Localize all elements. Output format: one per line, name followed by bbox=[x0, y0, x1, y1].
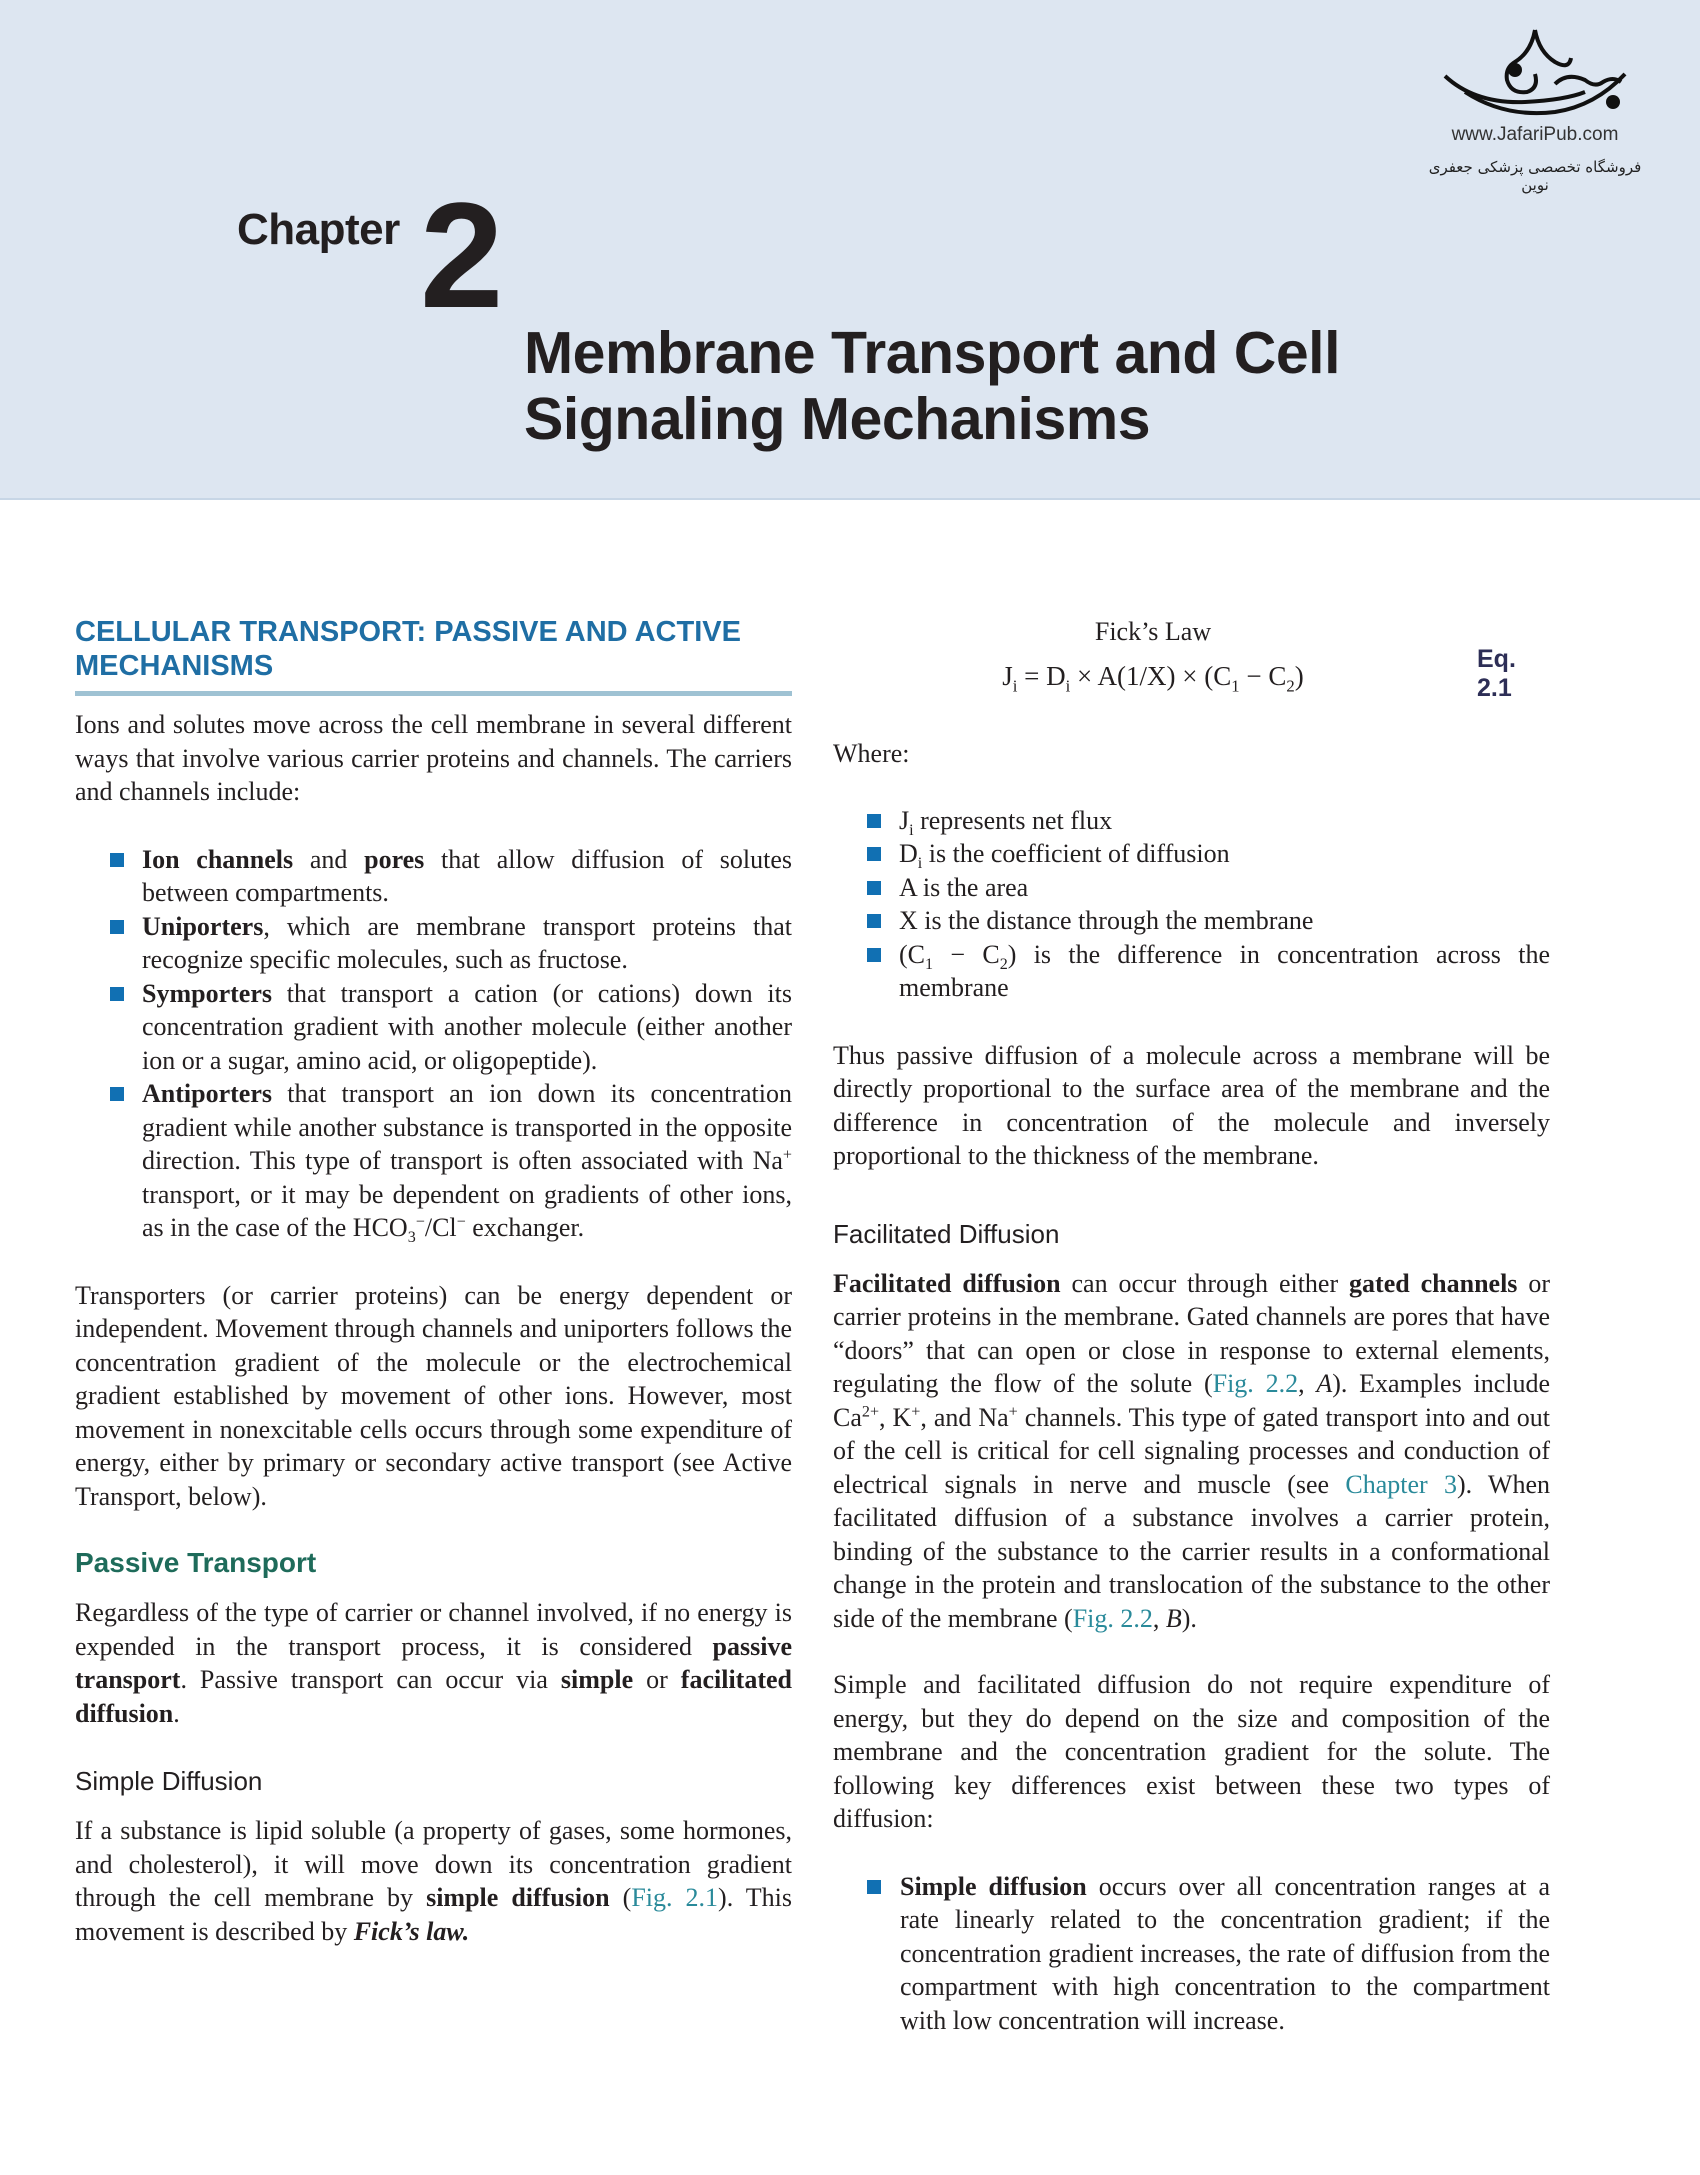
text: , bbox=[1152, 1603, 1166, 1633]
symbol: D bbox=[1046, 661, 1066, 691]
logo-url-text: www.JafariPub.com bbox=[1451, 124, 1619, 145]
subscript: i bbox=[1012, 676, 1018, 696]
term-ficks-law: Fick’s law. bbox=[353, 1916, 470, 1946]
differences-list bbox=[833, 1870, 1550, 2038]
equation-label: Eq. 2.1 bbox=[1477, 645, 1516, 702]
panel-letter: B bbox=[1165, 1603, 1182, 1633]
definitions-list bbox=[833, 804, 1550, 1005]
text: ). bbox=[1181, 1603, 1197, 1633]
chapter-3-link[interactable]: Chapter 3 bbox=[1345, 1469, 1457, 1499]
superscript: + bbox=[911, 1402, 921, 1420]
text: and bbox=[293, 844, 365, 874]
text: , bbox=[1298, 1369, 1317, 1398]
text: can occur through either bbox=[1060, 1268, 1350, 1298]
text: X is the distance through the membrane bbox=[899, 906, 1314, 935]
subscript: 1 bbox=[925, 955, 934, 973]
text: Regardless of the type of carrier or channel involved, if no energy is expended in the transport process, it is considered bbox=[75, 1598, 792, 1661]
symbol: − C bbox=[1239, 661, 1287, 691]
term-ion-channels: Ion channels bbox=[142, 844, 294, 874]
thus-paragraph: Thus passive diffusion of a molecule across a membrane will be directly proportional to the surface area of the membrane and the difference in concentration of the molecule and inversely proportional to the thickness of the membrane. bbox=[833, 1040, 1550, 1170]
text: that transport a cation (or cations) down its concentration gradient with another molecule (either another ion or a sugar, amino acid, or oligopeptide). bbox=[142, 978, 792, 1075]
text: represents net flux bbox=[913, 805, 1113, 835]
text: ) is the difference in concentration across the membrane bbox=[899, 939, 1550, 1002]
publisher-logo bbox=[1420, 22, 1650, 194]
symbol: = bbox=[1017, 661, 1047, 691]
term-simple-diffusion: Simple diffusion bbox=[900, 1871, 1087, 1901]
figure-link-2-2b[interactable]: Fig. 2.2 bbox=[1072, 1603, 1153, 1633]
superscript: − bbox=[456, 1213, 466, 1231]
text: , and Na bbox=[920, 1402, 1009, 1432]
subscript: 3 bbox=[407, 1229, 416, 1247]
subscript: 2 bbox=[999, 955, 1008, 973]
term-antiporters: Antiporters bbox=[142, 1079, 272, 1108]
term-pores: pores bbox=[364, 844, 425, 874]
text: exchanger. bbox=[465, 1213, 585, 1242]
chapter-title-line2: Signaling Mechanisms bbox=[524, 386, 1151, 452]
text: , K bbox=[879, 1402, 912, 1432]
equation-formula bbox=[833, 661, 1473, 696]
square-bullet-icon bbox=[110, 1087, 124, 1101]
term-simple: simple bbox=[560, 1665, 634, 1694]
term-facilitated-diffusion: Facilitated diffusion bbox=[833, 1268, 1061, 1298]
square-bullet-icon bbox=[867, 948, 881, 962]
equation-title: Fick’s Law bbox=[1094, 617, 1212, 646]
text: . Passive transport can occur via bbox=[180, 1665, 561, 1694]
symbol: ) bbox=[1294, 661, 1304, 691]
facilitated-diffusion-heading: Facilitated Diffusion bbox=[833, 1218, 1060, 1249]
text: If a substance is lipid soluble (a property of gases, some hormones, and cholesterol), it will move down its concentration gradient through the cell membrane by bbox=[75, 1816, 792, 1912]
subscript: i bbox=[909, 821, 914, 839]
list-item bbox=[833, 837, 1550, 871]
term-symporters: Symporters bbox=[142, 978, 272, 1008]
passive-transport-paragraph bbox=[75, 1596, 792, 1730]
square-bullet-icon bbox=[867, 881, 881, 895]
superscript: + bbox=[782, 1146, 792, 1164]
text: channels. This type of gated transport into and out of the cell is critical for cell signaling processes and conduction of electrical signals in nerve and muscle (see bbox=[833, 1402, 1551, 1499]
text: ). This movement is described by bbox=[75, 1883, 792, 1946]
term-gated-channels: gated channels bbox=[1349, 1268, 1518, 1298]
figure-link-2-2a[interactable]: Fig. 2.2 bbox=[1212, 1369, 1299, 1398]
text: that transport an ion down its concentration gradient while another substance is transported in the opposite direction. This type of transport is often associated with Na bbox=[142, 1079, 792, 1175]
symbol: J bbox=[1002, 661, 1013, 691]
left-column bbox=[75, 615, 792, 1948]
facilitated-diffusion-paragraph bbox=[833, 1267, 1550, 1636]
logo-persian-text: فروشگاه تخصصی پزشکی جعفری نوین bbox=[1428, 158, 1642, 194]
list-item bbox=[75, 1077, 792, 1245]
figure-link-2-1[interactable]: Fig. 2.1 bbox=[631, 1883, 719, 1912]
list-item bbox=[833, 904, 1550, 938]
subscript: 2 bbox=[1286, 676, 1295, 696]
square-bullet-icon bbox=[867, 814, 881, 828]
chapter-title bbox=[524, 320, 1524, 452]
subscript: 1 bbox=[1231, 676, 1240, 696]
term-passive-transport: passive transport bbox=[75, 1631, 792, 1694]
text: or bbox=[633, 1665, 681, 1694]
ficks-law-equation bbox=[833, 617, 1550, 717]
square-bullet-icon bbox=[867, 1880, 881, 1894]
passive-transport-heading: Passive Transport bbox=[75, 1547, 317, 1578]
text: /Cl bbox=[424, 1213, 457, 1242]
chapter-header-band bbox=[0, 0, 1700, 500]
carriers-list bbox=[75, 843, 792, 1245]
symbol: (C bbox=[899, 939, 925, 969]
text: ( bbox=[609, 1883, 632, 1912]
text: occurs over all concentration ranges at a rate linearly related to the concentration gradient; if the concentration gradient increases, the rate of diffusion from the compartment with high concentration to the compartment with low concentration will increase. bbox=[900, 1871, 1550, 2035]
term-simple-diffusion: simple diffusion bbox=[426, 1883, 610, 1912]
text: transport, or it may be dependent on gradients of other ions, as in the case of the HCO bbox=[142, 1179, 792, 1242]
list-item bbox=[75, 843, 792, 910]
text: that allow diffusion of solutes between compartments. bbox=[142, 844, 792, 907]
chapter-title-line1: Membrane Transport and Cell bbox=[524, 320, 1340, 386]
section-heading: CELLULAR TRANSPORT: PASSIVE AND ACTIVE MECHANISMS bbox=[75, 615, 792, 696]
square-bullet-icon bbox=[110, 853, 124, 867]
superscript: − bbox=[415, 1213, 425, 1231]
list-item bbox=[75, 977, 792, 1078]
symbol: × A(1/X) × (C bbox=[1070, 661, 1232, 691]
list-item bbox=[833, 804, 1550, 838]
simple-diffusion-heading: Simple Diffusion bbox=[75, 1766, 263, 1796]
square-bullet-icon bbox=[867, 914, 881, 928]
differences-paragraph: Simple and facilitated diffusion do not require expenditure of energy, but they do depend on the size and composition of the membrane and the concentration gradient for the solute. The following key differences exist between these two types of diffusion: bbox=[833, 1670, 1550, 1833]
text: , which are membrane transport proteins that recognize specific molecules, such as fructose. bbox=[142, 911, 792, 974]
chapter-label: Chapter bbox=[237, 205, 400, 254]
symbol: − C bbox=[933, 939, 1000, 969]
list-item bbox=[833, 871, 1550, 905]
list-item bbox=[833, 938, 1550, 1005]
term-uniporters: Uniporters bbox=[142, 911, 264, 941]
simple-diffusion-paragraph bbox=[75, 1814, 792, 1948]
text: A is the area bbox=[899, 872, 1029, 902]
where-label: Where: bbox=[833, 739, 910, 768]
superscript: + bbox=[1008, 1402, 1018, 1420]
text: or carrier proteins in the membrane. Gated channels are pores that have “doors” that can open or close in response to external elements, regulating the flow of the solute ( bbox=[833, 1268, 1550, 1398]
term-facilitated-diffusion: facilitated diffusion bbox=[75, 1665, 792, 1728]
symbol: D bbox=[899, 839, 918, 868]
intro-paragraph: Ions and solutes move across the cell membrane in several different ways that involve various carrier proteins and channels. The carriers and channels include: bbox=[75, 710, 792, 806]
right-column bbox=[833, 617, 1550, 2037]
square-bullet-icon bbox=[867, 847, 881, 861]
text: is the coefficient of diffusion bbox=[922, 839, 1230, 868]
square-bullet-icon bbox=[110, 987, 124, 1001]
chapter-number: 2 bbox=[420, 171, 504, 339]
text: ). When facilitated diffusion of a substance involves a carrier protein, binding of the substance to the carrier results in a conformational change in the protein and translocation of the substance to the other side of the membrane ( bbox=[833, 1469, 1550, 1633]
jafari-calligraphy-icon bbox=[1435, 22, 1635, 122]
text: ). Examples include Ca bbox=[833, 1369, 1550, 1432]
list-item bbox=[75, 910, 792, 977]
subscript: i bbox=[1065, 676, 1071, 696]
transporters-paragraph: Transporters (or carrier proteins) can be energy dependent or independent. Movement through channels and uniporters follows the concentration gradient of the molecule or the electrochemical gradient established by movement of other ions. However, most movement in nonexcitable cells occurs through some expenditure of energy, either by primary or secondary active transport (see Active Transport, below). bbox=[75, 1280, 792, 1511]
symbol: J bbox=[899, 805, 910, 835]
superscript: 2+ bbox=[861, 1402, 880, 1420]
list-item bbox=[833, 1870, 1550, 2038]
text: . bbox=[173, 1698, 180, 1728]
square-bullet-icon bbox=[110, 920, 124, 934]
panel-letter: A bbox=[1316, 1369, 1333, 1398]
subscript: i bbox=[917, 855, 923, 873]
